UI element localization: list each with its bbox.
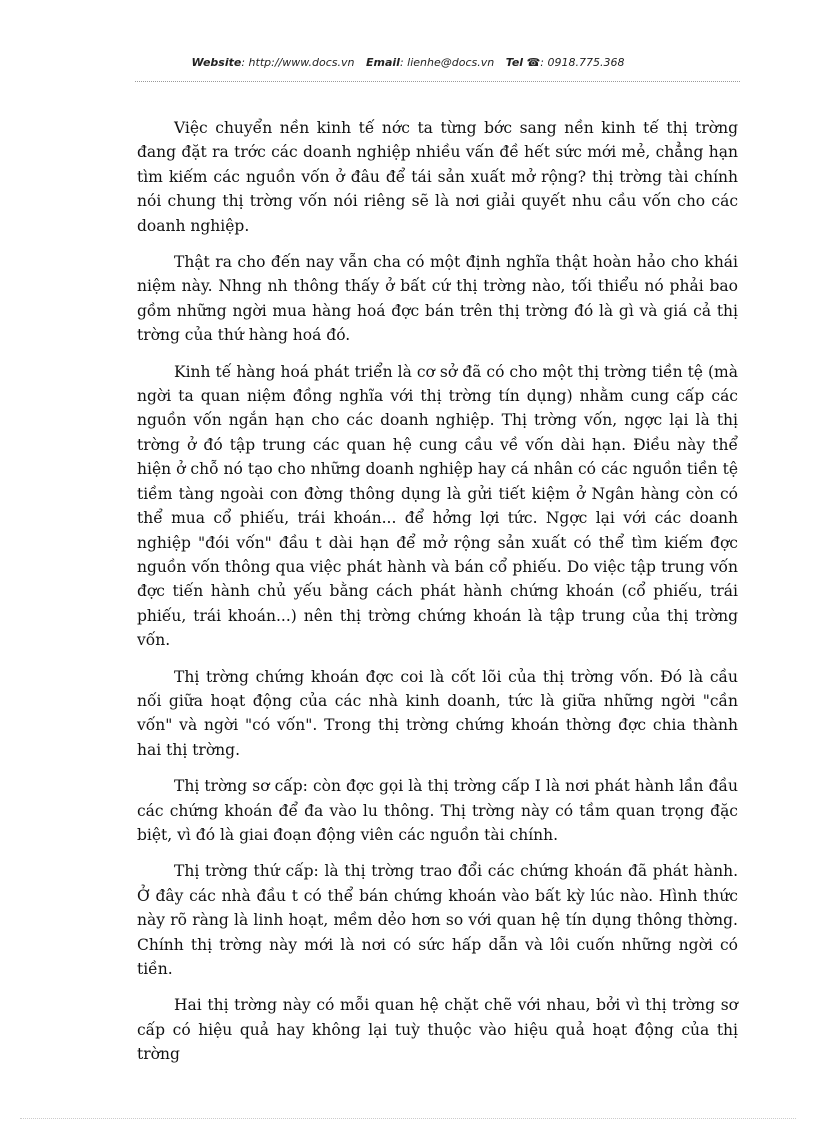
paragraph: Thị trờng chứng khoán đợc coi là cốt lõi của thị trờng vốn. Đó là cầu nối giữa hoạt động của các nhà kinh doanh, tức là giữa những ngời "cần vốn" và ngời "có vốn". Trong thị trờng chứng khoán thờng đợc chia thành hai thị trờng. (137, 667, 738, 759)
website-value: : http://www.docs.vn (241, 56, 355, 69)
paragraph: Thị trờng sơ cấp: còn đợc gọi là thị trờng cấp I là nơi phát hành lần đầu các chứng khoán để đa vào lu thông. Thị trờng này có tầm quan trọng đặc biệt, vì đó là giai đoạn động viên các nguồn tài chính. (137, 777, 738, 844)
page-header (0, 56, 816, 69)
tel-label: Tel (505, 56, 524, 69)
header-divider (135, 81, 740, 82)
paragraph: Kinh tế hàng hoá phát triển là cơ sở đã có cho một thị trờng tiền tệ (mà ngời ta quan niệm đồng nghĩa với thị trờng tín dụng) nhằm cung cấp các nguồn vốn ngắn hạn cho các doanh nghiệp. Thị trờng vốn, ngợc lại là thị trờng ở đó tập trung các quan hệ cung cầu về vốn dài hạn. Điều này thể hiện ở chỗ nó tạo cho những doanh nghiệp hay cá nhân có các nguồn tiền tệ tiềm tàng ngoài con đờng thông dụng là gửi tiết kiệm ở Ngân hàng còn có thể mua cổ phiếu, trái khoán... để hởng lợi tức. Ngợc lại với các doanh nghiệp "đói vốn" đầu t dài hạn để mở rộng sản xuất có thể tìm kiếm đợc nguồn vốn thông qua việc phát hành và bán cổ phiếu. Do việc tập trung vốn đợc tiến hành chủ yếu bằng cách phát hành chứng khoán (cổ phiếu, trái phiếu, trái khoán...) nên thị trờng chứng khoán là tập trung của thị trờng vốn. (137, 362, 738, 650)
email-label: Email (366, 56, 400, 69)
paragraph: Thị trờng thứ cấp: là thị trờng trao đổi các chứng khoán đã phát hành. Ở đây các nhà đầu t có thể bán chứng khoán vào bất kỳ lúc nào. Hình thức này rõ ràng là linh hoạt, mềm dẻo hơn so với quan hệ tín dụng thông thờng. Chính thị trờng này mới là nơi có sức hấp dẫn và lôi cuốn những ngời có tiền. (137, 862, 738, 978)
paragraph: Thật ra cho đến nay vẫn cha có một định nghĩa thật hoàn hảo cho khái niệm này. Nhng nh thông thấy ở bất cứ thị trờng nào, tối thiểu nó phải bao gồm những ngời mua hàng hoá đợc bán trên thị trờng đó là gì và giá cả thị trờng của thứ hàng hoá đó. (137, 253, 738, 345)
document-body (137, 116, 738, 1079)
tel-value: : 0918.775.368 (540, 56, 625, 69)
paragraph: Việc chuyển nền kinh tế nớc ta từng bớc sang nền kinh tế thị trờng đang đặt ra trớc các doanh nghiệp nhiều vấn đề hết sức mới mẻ, chẳng hạn tìm kiếm các nguồn vốn ở đâu để tái sản xuất mở rộng? thị trờng tài chính nói chung thị trờng vốn nói riêng sẽ là nơi giải quyết nhu cầu vốn cho các doanh nghiệp. (137, 119, 738, 235)
website-label: Website (191, 56, 242, 69)
paragraph: Hai thị trờng này có mỗi quan hệ chặt chẽ với nhau, bởi vì thị trờng sơ cấp có hiệu quả hay không lại tuỳ thuộc vào hiệu quả hoạt động của thị trờng (137, 996, 738, 1064)
phone-icon: ☎ (526, 56, 541, 69)
footer-divider (20, 1118, 796, 1119)
email-value: : lienhe@docs.vn (399, 56, 495, 69)
